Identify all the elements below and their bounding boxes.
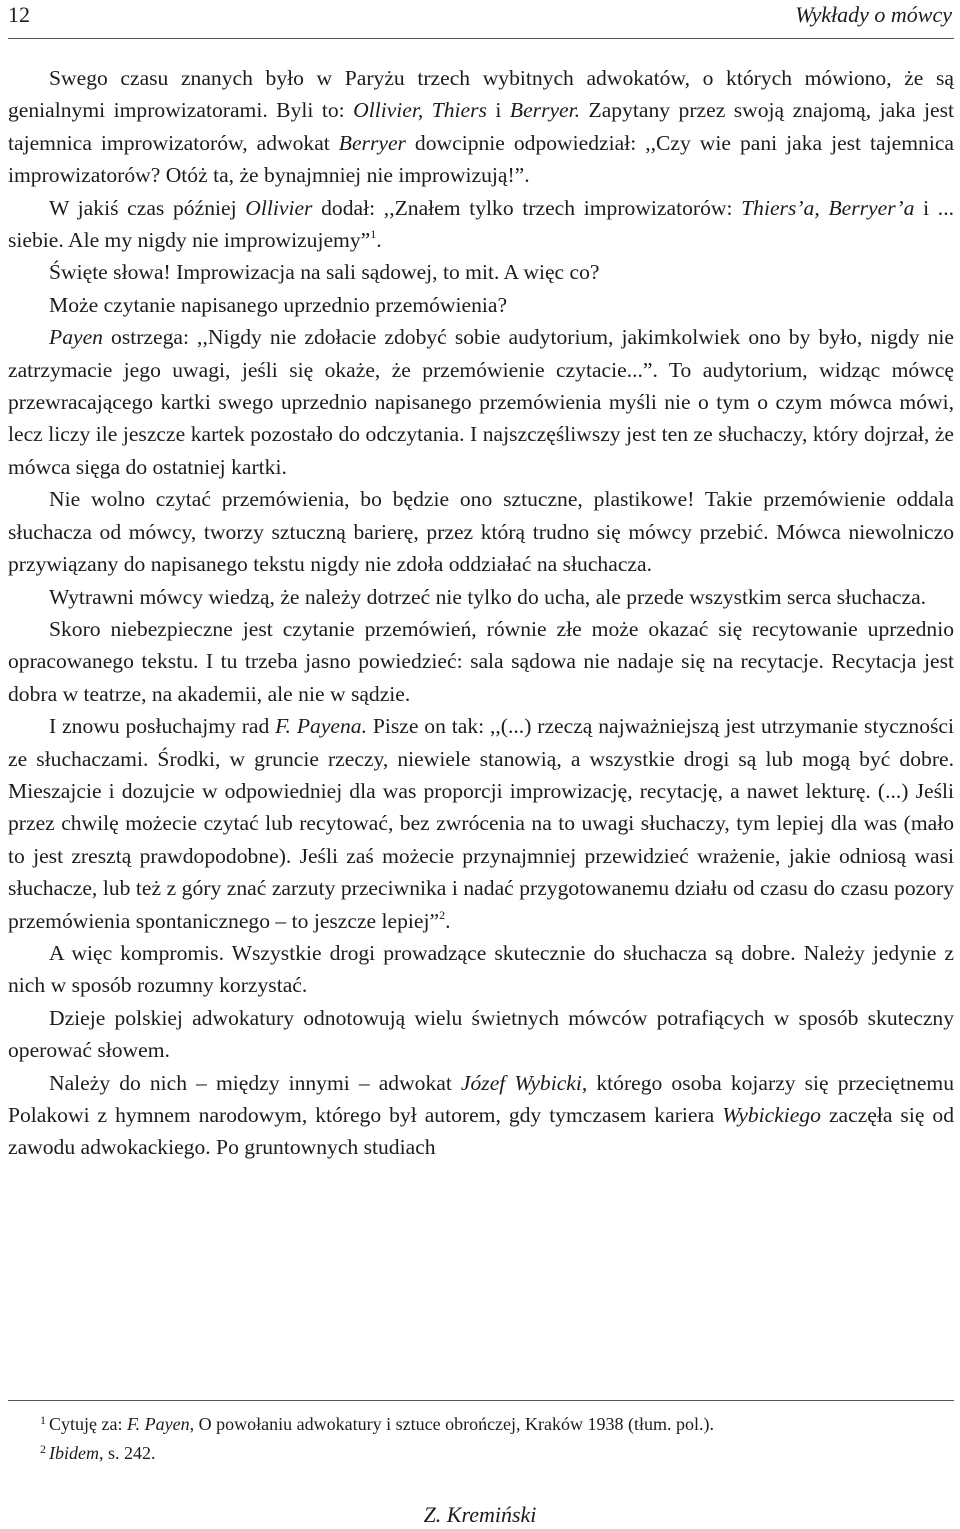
p12-text-1: Należy do nich – między innymi – adwokat bbox=[49, 1070, 461, 1095]
p1-text-4: dowcipnie odpowiedział: ,,Czy wie pani jaka jest tajemnica improwizatorów? Otóż ta, że bynajmniej nie improwizują!”. bbox=[8, 130, 954, 188]
p1-text-3: Zapytany przez swoją znajomą, jaka jest tajemnica improwizatorów, adwokat bbox=[8, 98, 955, 155]
paragraph-11: Dzieje polskiej adwokatury odnotowują wielu świetnych mówców potrafiących w sposób skuteczny operować słowem. bbox=[8, 1005, 954, 1063]
footnote-1 bbox=[8, 1410, 954, 1439]
paragraph-2 bbox=[8, 192, 954, 257]
paragraph-12 bbox=[8, 1067, 954, 1164]
p2-italic-1: Ollivier bbox=[245, 195, 313, 220]
footnote-2-mark: 2 bbox=[40, 1442, 46, 1456]
p9-text-1: I znowu posłuchajmy rad bbox=[49, 714, 276, 739]
p2-text-3: i ... siebie. Ale my nigdy nie improwizujemy” bbox=[8, 195, 954, 253]
body-text bbox=[8, 62, 954, 1164]
p9-italic-1: F. Payena. bbox=[275, 714, 367, 739]
footnote-2-text-2: , s. 242. bbox=[98, 1443, 156, 1463]
header-rule bbox=[8, 38, 954, 39]
paragraph-8: Skoro niebezpieczne jest czytanie przemówień, równie złe może okazać się recytowanie uprzednio opracowanego tekstu. I tu trzeba jasno powiedzieć: sala sądowa nie nadaje się na recytacje. Recytacja jest dobra w teatrze, na akademii, ale nie w sądzie. bbox=[8, 616, 954, 706]
p1-italic-1: Ollivier, Thiers bbox=[353, 98, 487, 123]
p9-text-3: . bbox=[445, 908, 451, 933]
footnote-1-italic: F. Payen bbox=[126, 1414, 190, 1434]
paragraph-7: Wytrawni mówcy wiedzą, że należy dotrzeć nie tylko do ucha, ale przede wszystkim serca słuchacza. bbox=[49, 584, 927, 609]
footnotes bbox=[8, 1410, 954, 1468]
footnote-2 bbox=[8, 1439, 954, 1468]
footnote-1-mark: 1 bbox=[40, 1413, 46, 1427]
paragraph-1 bbox=[8, 62, 954, 192]
p5-text-1: ostrzega: ,,Nigdy nie zdołacie zdobyć sobie audytorium, jakimkolwiek ono by było, nigdy nie zatrzymacie jego uwagi, jeśli się okaże, że przemówienie czytacie...”. To audytorium, widząc mówcę przewracającego kartki swego uprzednio napisanego przemówienia myśli nie o tym o czym mówca mówi, lecz liczy ile jeszcze kartek pozostało do odczytania. I najszczęśliwszy jest ten ze słuchaczy, który dojrzał, że mówca sięga do ostatniej kartki. bbox=[8, 325, 954, 479]
p2-italic-2: Thiers’a, Berryer’a bbox=[741, 195, 915, 220]
running-title: Wykłady o mówcy bbox=[795, 2, 952, 27]
p2-text-1: W jakiś czas później bbox=[49, 195, 246, 220]
footnote-1-text-1: Cytuję za: bbox=[49, 1414, 127, 1434]
footnote-ref-2[interactable]: 2 bbox=[439, 907, 446, 922]
paragraph-4: Może czytanie napisanego uprzednio przemówienia? bbox=[49, 292, 508, 317]
p12-italic-1: Józef Wybicki bbox=[460, 1070, 582, 1095]
paragraph-5 bbox=[8, 321, 954, 483]
footnote-rule bbox=[8, 1400, 954, 1401]
paragraph-6: Nie wolno czytać przemówienia, bo będzie ono sztuczne, plastikowe! Takie przemówienie oddala słuchacza od mówcy, tworzy sztuczną barierę, przez którą trudno się mówcy przebić. Mówca niewolniczo przywiązany do napisanego tekstu nigdy nie zdoła oddziałać na słuchacza. bbox=[8, 487, 954, 577]
p1-italic-3: Berryer bbox=[338, 130, 406, 155]
footnote-ref-1[interactable]: 1 bbox=[370, 227, 377, 242]
page-number: 12 bbox=[8, 2, 30, 27]
page-header bbox=[8, 0, 952, 40]
p5-italic-1: Payen bbox=[49, 325, 103, 350]
p9-text-2: Pisze on tak: ,,(...) rzeczą najważniejszą jest utrzymanie styczności ze słuchaczami. Środki, w gruncie rzeczy, niewiele stanowią, a wszystkie drogi są lub mogą być dobre. Mieszajcie i dozujcie w odpowiedniej dla was proporcji improwizację, recytację, a nawet lekturę. (...) Jeśli przez chwilę możecie czytać lub recytować, bez zwrócenia na to uwagi słuchaczy, tym lepiej dla was (mało to jest zresztą prawdopodobne). Jeśli zaś możecie przynajmniej przewidzieć wrażenie, jakie odniosą wasi słuchacze, lub też z góry znać zarzuty przeciwnika i nadać przygotowanemu działu od czasu do czasu pozory przemówienia spontanicznego – to jeszcze lepiej” bbox=[8, 714, 954, 933]
paragraph-10: A więc kompromis. Wszystkie drogi prowadzące skutecznie do słuchacza są dobre. Należy jedynie z nich w sposób rozumny korzystać. bbox=[8, 940, 954, 998]
footnote-2-italic: Ibidem bbox=[49, 1443, 99, 1463]
p2-text-2: dodał: ,,Znałem tylko trzech improwizatorów: bbox=[312, 195, 742, 220]
footer-author: Z. Kremiński bbox=[423, 1502, 537, 1527]
p1-text-2: i bbox=[486, 98, 510, 123]
p2-text-4: . bbox=[376, 228, 382, 253]
paragraph-9 bbox=[8, 710, 954, 937]
p12-text-2: , którego osoba kojarzy się przeciętnemu Polakowi z hymnem narodowym, którego był autorem, gdy tymczasem kariera bbox=[8, 1070, 954, 1127]
p12-italic-2: Wybickiego bbox=[722, 1103, 821, 1127]
p1-text-1: Swego czasu znanych było w Paryżu trzech wybitnych adwokatów, o których mówiono, że są genialnymi improwizatorami. Byli to: bbox=[8, 66, 954, 123]
p1-italic-2: Berryer. bbox=[509, 98, 581, 123]
footnote-1-text-2: , O powołaniu adwokatury i sztuce obrończej, Kraków 1938 (tłum. pol.). bbox=[189, 1414, 715, 1434]
paragraph-3: Święte słowa! Improwizacja na sali sądowej, to mit. A więc co? bbox=[49, 260, 600, 285]
p12-text-3: zaczęła się od zawodu adwokackiego. Po gruntownych studiach bbox=[8, 1103, 954, 1160]
